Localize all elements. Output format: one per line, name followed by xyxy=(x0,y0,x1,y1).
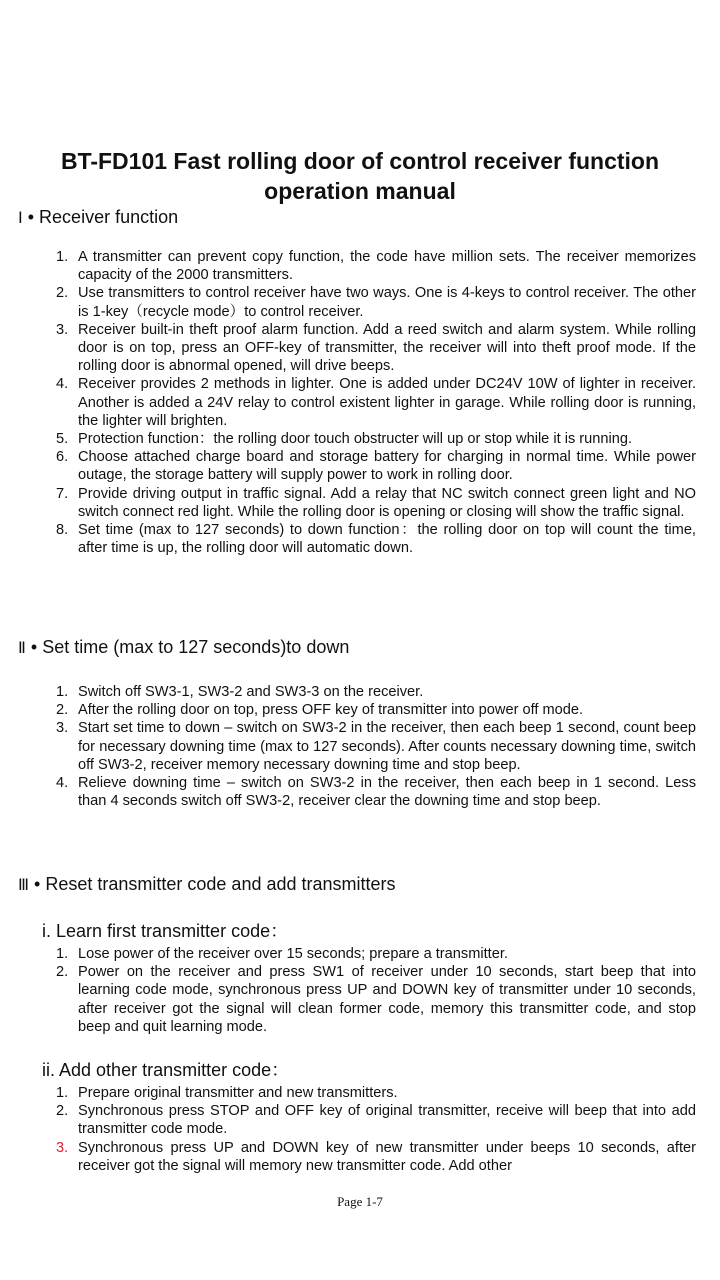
item-text: Use transmitters to control receiver have two ways. One is 4-keys to control receiver. The other is 1-key（recycle mode）to control receiver. xyxy=(78,285,696,320)
item-text: Receiver built-in theft proof alarm function. Add a reed switch and alarm system. While rolling door is on top, press an OFF-key of transmitter, the receiver will into theft proof mode. If the rolling door is abnormal opened, will drive beeps. xyxy=(78,321,696,375)
subsection-ii-list xyxy=(0,1084,720,1175)
item-text: Provide driving output in traffic signal. Add a relay that NC switch connect green light and NO switch connect red light. While the rolling door is opening or closing will show the traffic signal. xyxy=(78,485,696,520)
subsection-ii-heading xyxy=(42,1059,700,1081)
item-number: 1. xyxy=(56,1085,69,1101)
list-item xyxy=(0,485,720,521)
item-number: 7. xyxy=(56,485,69,502)
list-item xyxy=(0,430,720,448)
section-2-heading xyxy=(18,636,700,660)
subsection-title: Add other transmitter code： xyxy=(59,1060,290,1080)
item-text: Start set time to down – switch on SW3-2 in the receiver, then each beep 1 second, count beep for necessary downing time (max to 127 seconds). After counts necessary downing time, switch off SW3-2, receiver memory necessary downing time and stop beep. xyxy=(78,720,696,773)
list-item xyxy=(0,284,720,320)
item-text: Choose attached charge board and storage battery for charging in normal time. While power outage, the storage battery will supply power to work in rolling door. xyxy=(78,449,696,484)
list-item xyxy=(0,1084,720,1102)
list-item xyxy=(0,321,720,376)
subsection-label: ii. xyxy=(42,1060,55,1080)
item-text: Synchronous press STOP and OFF key of original transmitter, receive will beep that into add transmitter code mode. xyxy=(78,1103,696,1138)
list-item xyxy=(0,375,720,430)
page-number: Page 1-7 xyxy=(337,1194,383,1209)
item-number: 1. xyxy=(56,684,69,700)
item-text: A transmitter can prevent copy function, the code have million sets. The receiver memorizes capacity of the 2000 transmitters. xyxy=(78,249,696,284)
section-numeral: Ⅲ xyxy=(18,877,30,894)
item-number: 6. xyxy=(56,449,69,466)
list-item xyxy=(0,963,720,1036)
bullet-dot: • xyxy=(30,637,43,657)
item-text: Switch off SW3-1, SW3-2 and SW3-3 on the receiver. xyxy=(78,684,424,700)
list-item xyxy=(0,774,720,810)
subsection-i-list xyxy=(0,945,720,1036)
subsection-label: i. xyxy=(42,921,51,941)
item-text: After the rolling door on top, press OFF key of transmitter into power off mode. xyxy=(78,702,584,719)
item-number: 4. xyxy=(56,376,69,393)
item-number: 2. xyxy=(56,285,69,302)
item-number: 3. xyxy=(56,720,69,737)
list-item xyxy=(0,1102,720,1138)
bullet-dot: • xyxy=(27,207,40,227)
item-text: Protection function：the rolling door touch obstructer will up or stop while it is running. xyxy=(78,431,633,448)
item-text: Relieve downing time – switch on SW3-2 in the receiver, then each beep in 1 second. Less than 4 seconds switch off SW3-2, receiver clear the downing time and stop beep. xyxy=(78,775,696,810)
item-number: 3. xyxy=(56,321,69,338)
list-item xyxy=(0,248,720,284)
subsection-i-heading xyxy=(42,920,700,942)
list-item xyxy=(0,719,720,774)
bullet-dot: • xyxy=(34,874,46,894)
item-number: 2. xyxy=(56,964,69,981)
item-text: Set time (max to 127 seconds) to down function：the rolling door on top will count the time, after time is up, the rolling door will automatic down. xyxy=(78,522,696,557)
list-item xyxy=(0,945,720,963)
section-numeral: Ⅱ xyxy=(18,640,26,657)
item-text: Prepare original transmitter and new transmitters. xyxy=(78,1085,398,1101)
item-text: Power on the receiver and press SW1 of receiver under 10 seconds, start beep that into learning code mode, synchronous press UP and DOWN key of transmitter under 10 seconds, after receiver got the signal will clean former code, memory this transmitter code, and stop beep and quit learning mode. xyxy=(78,964,696,1035)
item-number-highlighted: 3. xyxy=(56,1139,69,1156)
section-title: Receiver function xyxy=(39,207,179,227)
item-text: Lose power of the receiver over 15 seconds; prepare a transmitter. xyxy=(78,946,508,962)
list-item xyxy=(0,701,720,719)
section-1-heading xyxy=(18,206,700,230)
item-number: 4. xyxy=(56,775,69,792)
section-title: Reset transmitter code and add transmitters xyxy=(45,874,396,894)
subsection-title: Learn first transmitter code： xyxy=(56,921,289,941)
item-number: 8. xyxy=(56,522,69,539)
section-2-list xyxy=(0,683,720,810)
item-number: 1. xyxy=(56,249,69,265)
item-text: Receiver provides 2 methods in lighter. One is added under DC24V 10W of lighter in receiver. Another is added a 24V relay to control existent lighter in garage. While rolling door is running, the lighter will brighten. xyxy=(78,376,696,429)
list-item xyxy=(0,683,720,701)
section-numeral: Ⅰ xyxy=(18,210,23,227)
item-number: 1. xyxy=(56,946,69,962)
section-title: Set time (max to 127 seconds)to down xyxy=(42,637,350,657)
list-item xyxy=(0,521,720,557)
item-text: Synchronous press UP and DOWN key of new transmitter under beeps 10 seconds, after receiver got the signal will memory new transmitter code. Add other xyxy=(78,1139,696,1174)
item-number: 2. xyxy=(56,702,69,719)
list-item xyxy=(0,1139,720,1175)
item-number: 2. xyxy=(56,1103,69,1120)
document-title: BT-FD101 Fast rolling door of control receiver function operation manual xyxy=(60,148,660,204)
list-item xyxy=(0,448,720,484)
item-number: 5. xyxy=(56,431,69,448)
section-3-heading xyxy=(18,873,700,897)
section-1-list xyxy=(0,248,720,557)
